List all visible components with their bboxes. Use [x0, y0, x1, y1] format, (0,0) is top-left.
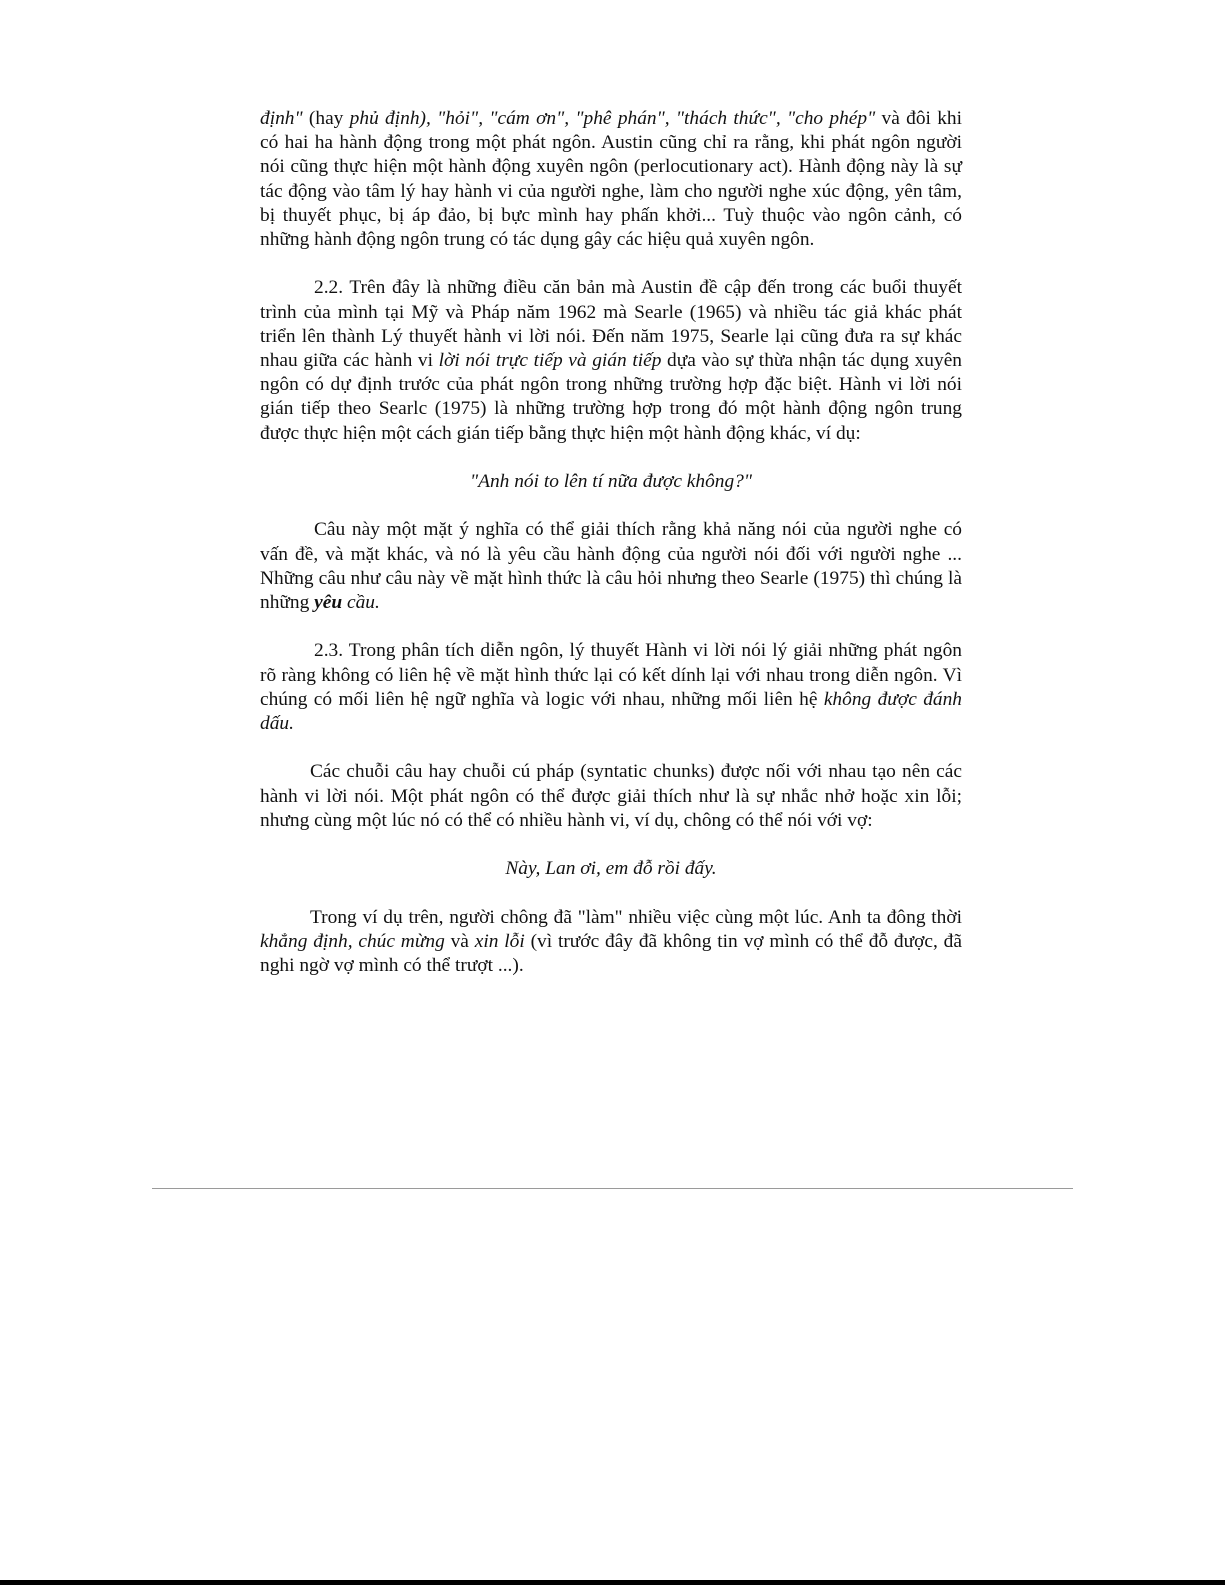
paragraph-2-3 — [260, 639, 962, 736]
italic-term: xin lỗi — [474, 930, 525, 952]
italic-terms: phủ định), "hỏi", "cám ơn", "phê phán", "thách thức", "cho phép" — [349, 108, 876, 129]
text-run: Trong ví dụ trên, người chông đã "làm" nhiều việc cùng một lúc. Anh ta đông thời — [310, 906, 962, 928]
paragraph-example-analysis — [260, 906, 962, 979]
example-sentence-2: Này, Lan ơi, em đỗ rồi đấy. — [505, 858, 717, 880]
italic-term: khẳng định, chúc mừng — [260, 930, 445, 952]
document-body — [260, 107, 962, 978]
text-run: Câu này một mặt ý nghĩa có thể giải thích rằng khả năng nói của người nghe có vấn đề, và mặt khác, và nó là yêu cầu hành động của người nói đối với người nghe ... Những câu như câu này về mặt hình thức là câu hỏi nhưng theo Searle (1975) thì chúng là những — [260, 519, 962, 614]
text-run: và đôi khi có hai ha hành động trong một phát ngôn. Austin cũng chỉ ra rằng, khi phát ngôn người nói cũng thực hiện một hành động xuyên ngôn (perlocutionary act). Hành động này là sự tác động vào tâm lý hay hành vi của người nghe, làm cho người nghe xúc động, yên tâm, bị thuyết phục, bị áp đảo, bị bực mình hay phấn khởi... Tuỳ thuộc vào ngôn cảnh, có những hành động ngôn trung có tác dụng gây các hiệu quả xuyên ngôn. — [260, 108, 962, 251]
paragraph-speech-acts-continued — [260, 107, 962, 252]
italic-term: định" — [260, 108, 303, 129]
text-run: 2.3. Trong phân tích diễn ngôn, lý thuyết Hành vi lời nói lý giải những phát ngôn rõ ràng không có liên hệ về mặt hình thức lại có kết dính lại với nhau trong diễn ngôn. Vì chúng có mối liên hệ ngữ nghĩa và logic với nhau, những mối liên hệ — [260, 640, 962, 710]
text-run: dựa vào sự thừa nhận tác dụng xuyên ngôn có dự định trước của phát ngôn trong những trường hợp đặc biệt. Hành vi lời nói gián tiếp theo Searlc (1975) là những trường hợp trong đó một hành động ngôn trung được thực hiện một cách gián tiếp bằng thực hiện một hành động khác, ví dụ: — [260, 350, 962, 444]
page-bottom-edge — [0, 1580, 1225, 1585]
paragraph-syntactic-chunks: Các chuỗi câu hay chuỗi cú pháp (syntatic chunks) được nối với nhau tạo nên các hành vi lời nói. Một phát ngôn có thể được giải thích như là sự nhắc nhở hoặc xin lỗi; nhưng cùng một lúc nó có thể có nhiều hành vi, ví dụ, chông có thể nói với vợ: — [260, 761, 962, 831]
text-run: và — [444, 930, 475, 952]
italic-term: không được đánh dấu. — [260, 688, 962, 735]
paragraph-2-2 — [260, 276, 962, 445]
example-sentence-1: "Anh nói to lên tí nữa được không?" — [469, 471, 753, 493]
italic-term: lời nói trực tiếp và gián tiếp — [438, 350, 662, 372]
footer-divider — [152, 1188, 1073, 1189]
bold-italic-term: yêu — [314, 592, 343, 614]
paragraph-example-explanation — [260, 518, 962, 615]
text-run: 2.2. Trên đây là những điều căn bản mà Austin đề cập đến trong các buổi thuyết trình của mình tại Mỹ và Pháp năm 1962 mà Searle (1965) và nhiều tác giả khác phát triển lên thành Lý thuyết hành vi lời nói. Đến năm 1975, Searle lại cũng đưa ra sự khác nhau giữa các hành vi — [260, 277, 962, 372]
text-run: (hay — [302, 108, 350, 129]
italic-term: cầu. — [342, 592, 380, 614]
text-run: (vì trước đây đã không tin vợ mình có thể đỗ được, đã nghi ngờ vợ mình có thể trượt ...). — [260, 930, 962, 976]
